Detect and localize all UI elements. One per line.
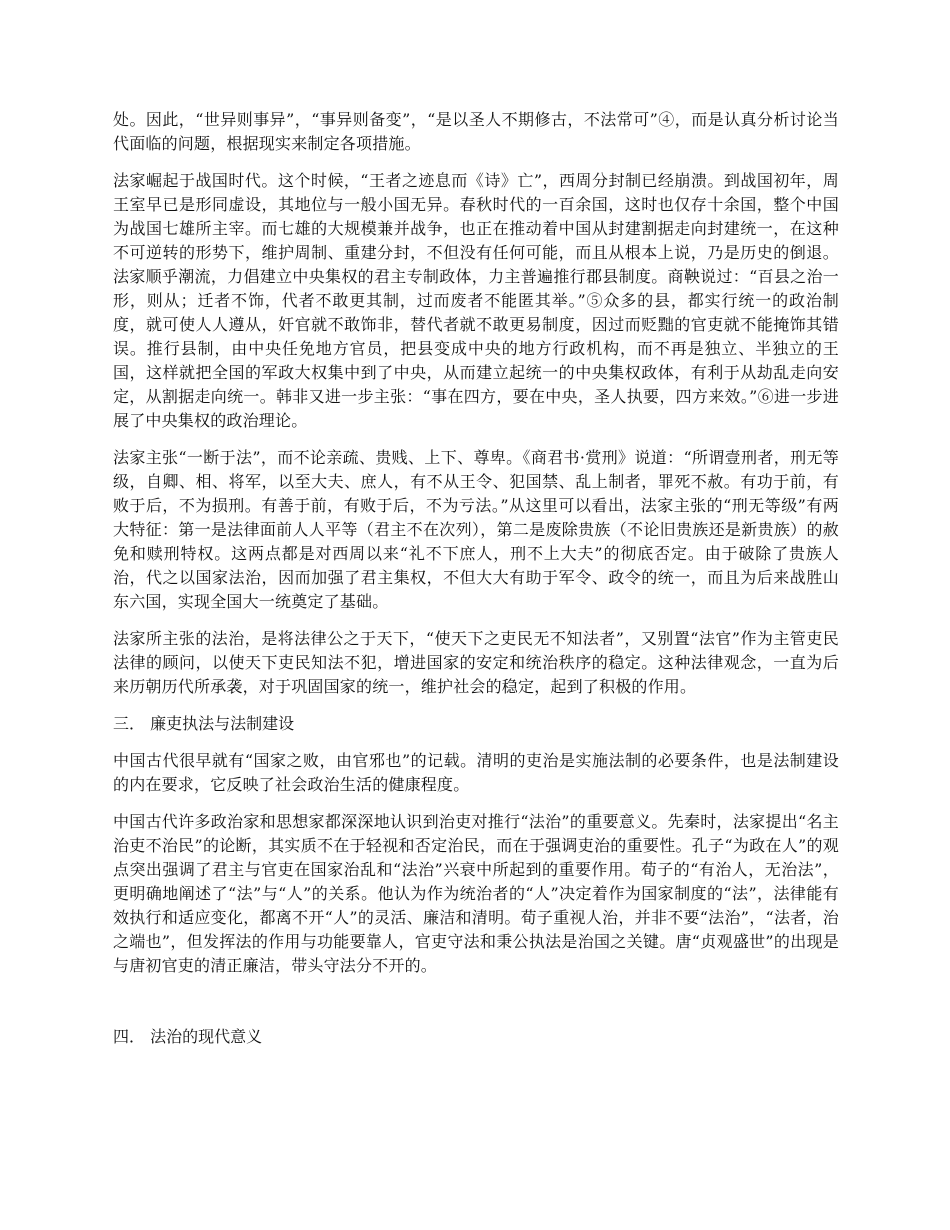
paragraph-6: 中国古代许多政治家和思想家都深深地认识到治吏对推行“法治”的重要意义。先秦时，法家提出“名主治吏不治民”的论断，其实质不在于轻视和否定治民，而在于强调吏治的重要性。孔子“为政在人”的观点突出强调了君主与官吏在国家治乱和“法治”兴衰中所起到的重要作用。荀子的“有治人，无治法”，更明确地阐述了“法”与“人”的关系。他认为作为统治者的“人”决定着作为国家制度的“法”，法律能有效执行和适应变化，都离不开“人”的灵活、廉洁和清明。荀子重视人治，并非不要“法治”，“法者，治之端也”，但发挥法的作用与功能要靠人，官吏守法和秉公执法是治国之关键。唐“贞观盛世”的出现是与唐初官吏的清正廉洁，带头守法分不开的。 [113, 812, 839, 975]
section-spacer [113, 991, 839, 1025]
document-page [113, 108, 839, 1062]
paragraph-3: 法家主张“一断于法”，而不论亲疏、贵贱、上下、尊卑。《商君书·赏刑》说道：“所谓壹刑者，刑无等级，自卿、相、将军，以至大夫、庶人，有不从王令、犯国禁、乱上制者，罪死不赦。有功于前，有败于后，不为损刑。有善于前，有败于后，不为亏法。”从这里可以看出，法家主张的“刑无等级”有两大特征：第一是法律面前人人平等（君主不在次列），第二是废除贵族（不论旧贵族还是新贵族）的赦免和赎刑特权。这两点都是对西周以来“礼不下庶人，刑不上大夫”的彻底否定。由于破除了贵族人治，代之以国家法治，因而加强了君主集权，不但大大有助于军令、政令的统一，而且为后来战胜山东六国，实现全国大一统奠定了基础。 [113, 448, 839, 611]
paragraph-4: 法家所主张的法治，是将法律公之于天下，“使天下之吏民无不知法者”，又别置“法官”作为主管吏民法律的顾问，以使天下吏民知法不犯，增进国家的安定和统治秩序的稳定。这种法律观念，一直为后来历朝历代所承袭，对于巩固国家的统一，维护社会的稳定，起到了积极的作用。 [113, 629, 839, 696]
paragraph-5: 中国古代很早就有“国家之败，由官邪也”的记载。清明的吏治是实施法制的必要条件，也是法制建设的内在要求，它反映了社会政治生活的健康程度。 [113, 751, 839, 794]
section-heading-three: 三． 廉吏执法与法制建设 [113, 714, 295, 733]
paragraph-1: 处。因此，“世异则事异”，“事异则备变”，“是以圣人不期修古，不法常可”④，而是认真分析讨论当代面临的问题，根据现实来制定各项措施。 [113, 110, 839, 153]
section-heading-four: 四． 法治的现代意义 [113, 1027, 263, 1046]
paragraph-2: 法家崛起于战国时代。这个时候，“王者之迹息而《诗》亡”，西周分封制已经崩溃。到战国初年，周王室早已是形同虚设，其地位与一般小国无异。春秋时代的一百余国，这时也仅存十余国，整个中国为战国七雄所主宰。而七雄的大规模兼并战争，也正在推动着中国从封建割据走向封建统一，在这种不可逆转的形势下，维护周制、重建分封，不但没有任何可能，而且从根本上说，乃是历史的倒退。法家顺乎潮流，力倡建立中央集权的君主专制政体，力主普遍推行郡县制度。商鞅说过：“百县之治一形，则从；迁者不饰，代者不敢更其制，过而废者不能匿其举。”⑤众多的县，都实行统一的政治制度，就可使人人遵从，奸官就不敢饰非，替代者就不敢更易制度，因过而贬黜的官吏就不能掩饰其错误。推行县制，由中央任免地方官员，把县变成中央的地方行政机构，而不再是独立、半独立的王国，这样就把全国的军政大权集中到了中央，从而建立起统一的中央集权政体，有利于从劫乱走向安定，从割据走向统一。韩非又进一步主张：“事在四方，要在中央，圣人执要，四方来效。”⑥进一步进展了中央集权的政治理论。 [113, 171, 839, 430]
